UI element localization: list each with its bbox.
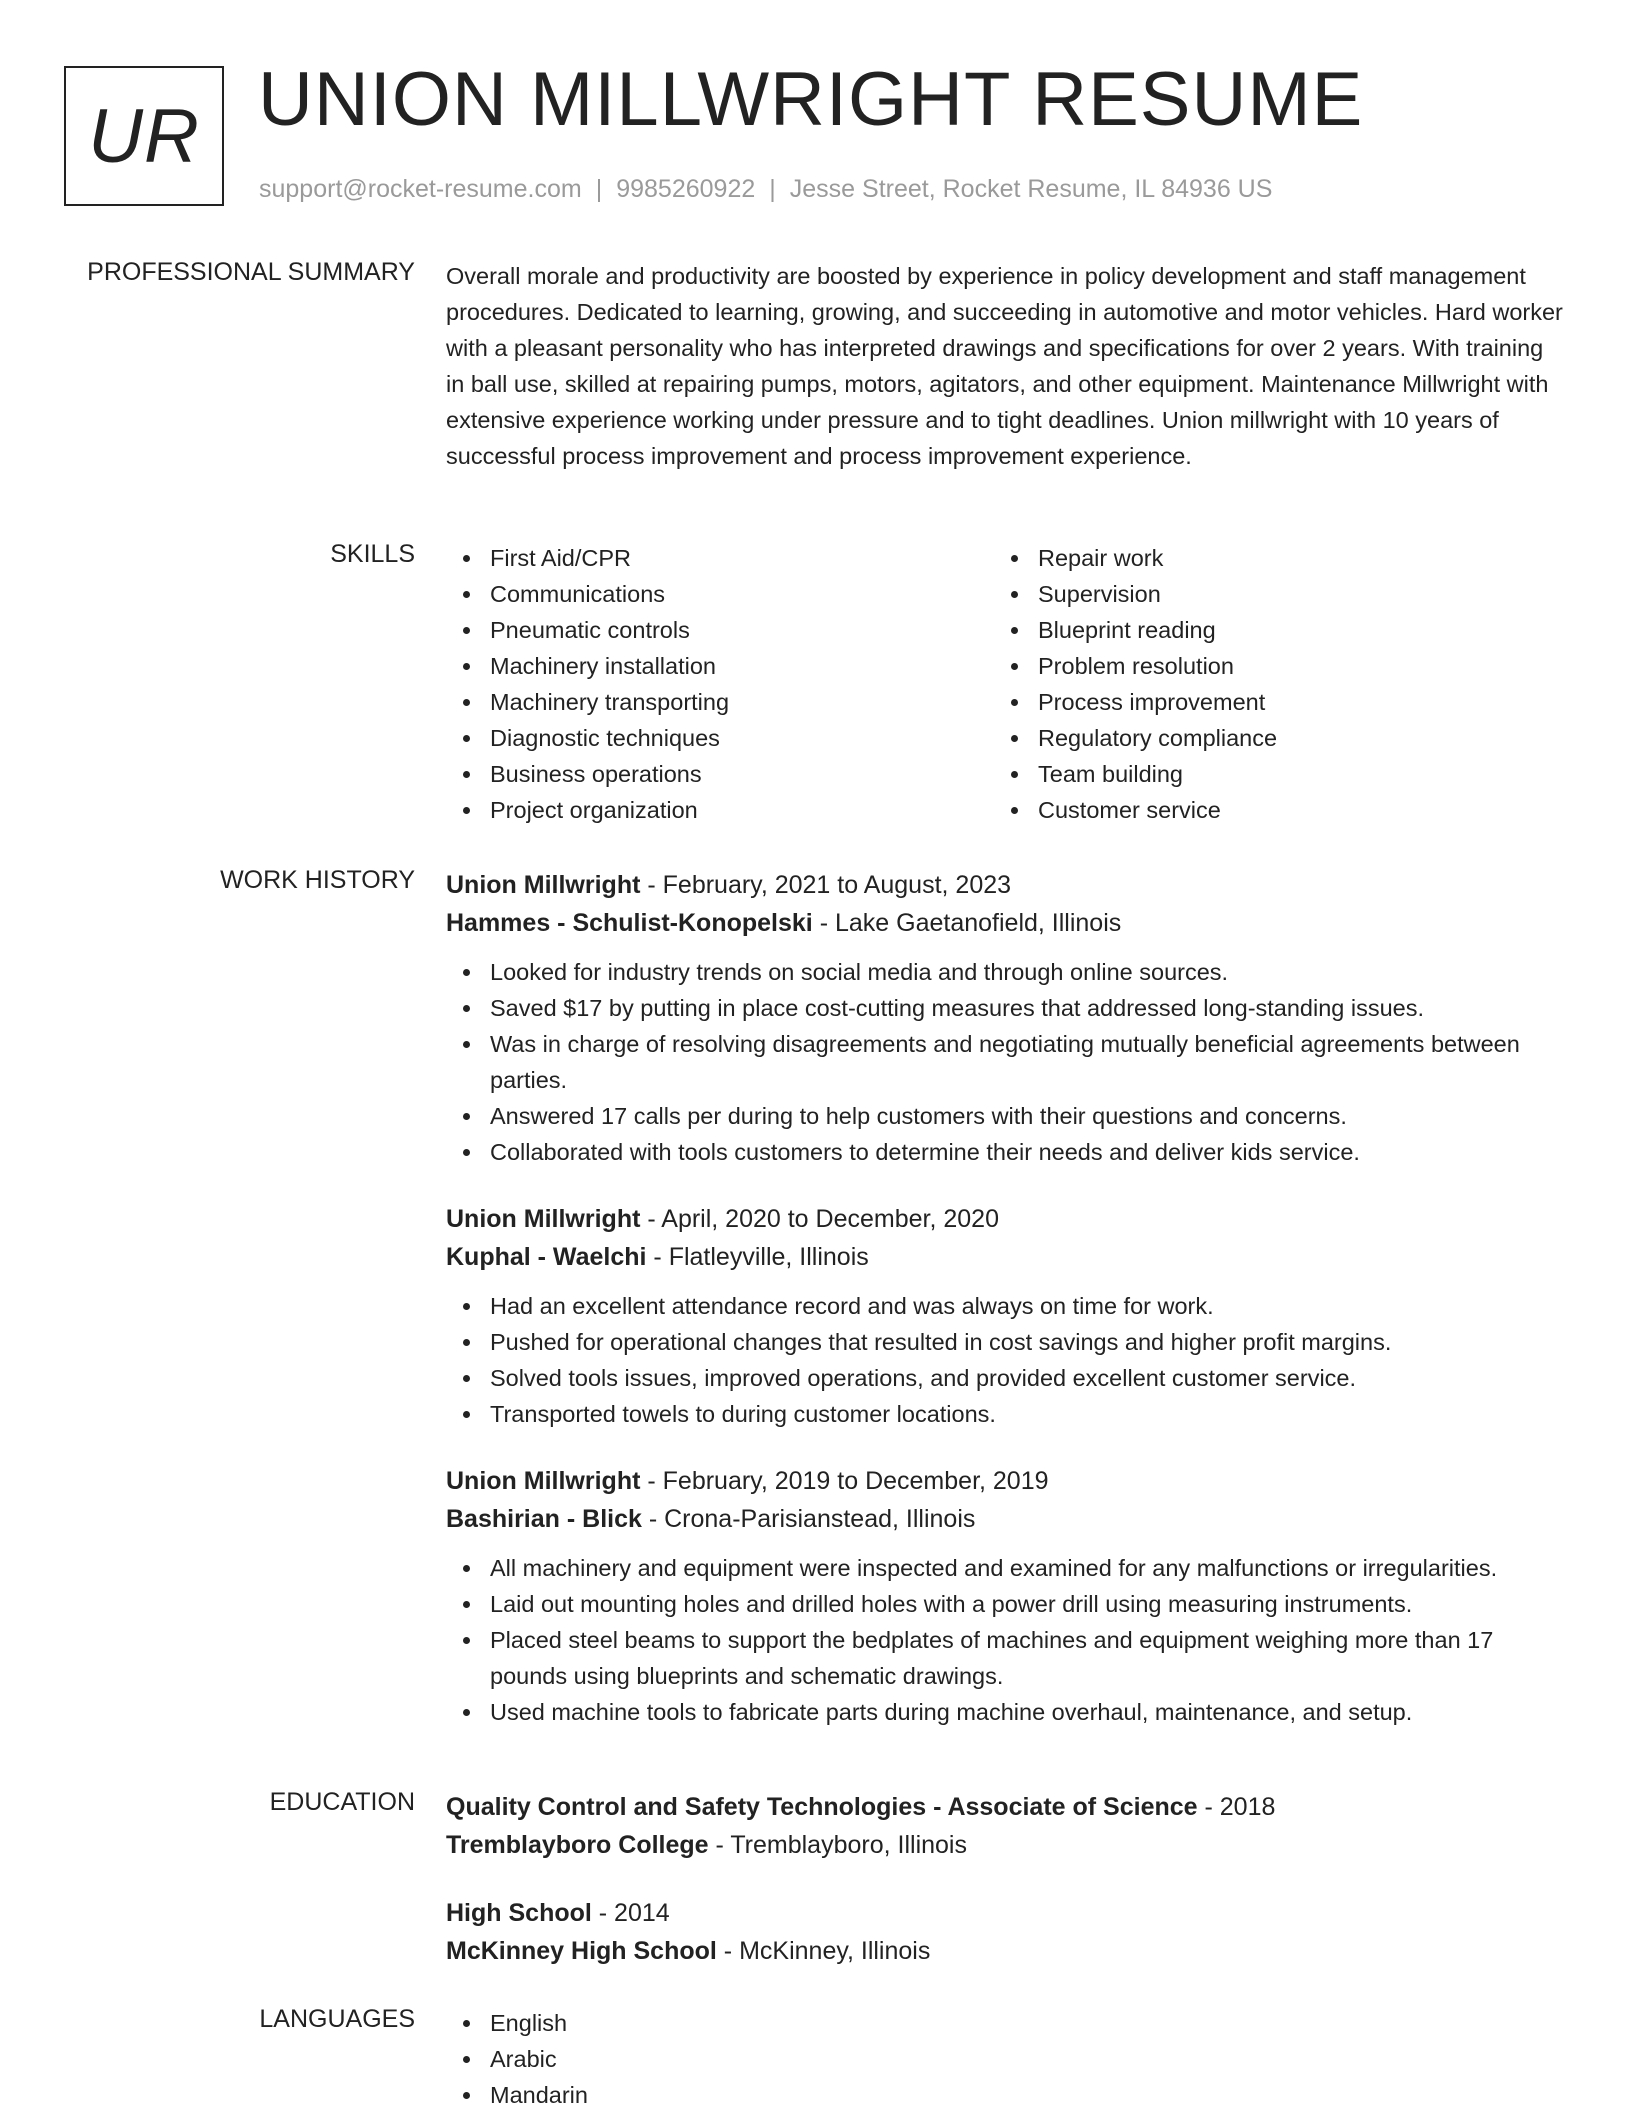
job-title-line: Union Millwright - April, 2020 to December, 2020 xyxy=(446,1205,999,1233)
education-degree-line: Quality Control and Safety Technologies - Associate of Science - 2018 xyxy=(446,1793,1276,1821)
education-degree: High School xyxy=(446,1899,592,1927)
education-degree-line: High School - 2014 xyxy=(446,1899,670,1927)
job-location: Lake Gaetanofield, Illinois xyxy=(834,909,1122,937)
job-company-line: Hammes - Schulist-Konopelski - Lake Gaetanofield, Illinois xyxy=(446,909,1122,937)
language-item: Arabic xyxy=(446,2041,1566,2077)
skills-list-left xyxy=(446,540,994,828)
skill-item: Business operations xyxy=(446,756,994,792)
job-location: Crona-Parisianstead, Illinois xyxy=(664,1505,976,1533)
skill-item: Communications xyxy=(446,576,994,612)
job-dates: February, 2019 to December, 2019 xyxy=(662,1467,1049,1495)
education-school: McKinney High School xyxy=(446,1937,717,1965)
job-bullets xyxy=(446,1288,1566,1432)
job-bullet: Used machine tools to fabricate parts during machine overhaul, maintenance, and setup. xyxy=(446,1694,1566,1730)
job-bullet: Placed steel beams to support the bedplates of machines and equipment weighing more than 17 pounds using blueprints and schematic drawings. xyxy=(446,1622,1566,1694)
job-bullet: Was in charge of resolving disagreements and negotiating mutually beneficial agreements between parties. xyxy=(446,1026,1566,1098)
job-location: Flatleyville, Illinois xyxy=(668,1243,869,1271)
contact-phone: 9985260922 xyxy=(616,175,756,203)
job-company: Hammes - Schulist-Konopelski xyxy=(446,909,813,937)
job-bullets xyxy=(446,1550,1566,1730)
section-label-work-history: WORK HISTORY xyxy=(220,866,415,894)
contact-line xyxy=(259,175,1272,204)
skill-item: Supervision xyxy=(994,576,1542,612)
skill-item: Problem resolution xyxy=(994,648,1542,684)
skill-item: Customer service xyxy=(994,792,1542,828)
section-label-languages: LANGUAGES xyxy=(259,2005,415,2033)
job-bullet: Pushed for operational changes that resulted in cost savings and higher profit margins. xyxy=(446,1324,1566,1360)
education-degree: Quality Control and Safety Technologies - Associate of Science xyxy=(446,1793,1198,1821)
job-company: Kuphal - Waelchi xyxy=(446,1243,647,1271)
job-title: Union Millwright xyxy=(446,871,641,899)
skill-item: Team building xyxy=(994,756,1542,792)
language-item: English xyxy=(446,2005,1566,2041)
job-bullet: Looked for industry trends on social media and through online sources. xyxy=(446,954,1566,990)
education-body xyxy=(446,1788,1566,2000)
languages-list xyxy=(446,2005,1566,2113)
language-item: Mandarin xyxy=(446,2077,1566,2113)
education-school: Tremblayboro College xyxy=(446,1831,709,1859)
job-entry xyxy=(446,1462,1566,1730)
job-bullet: Solved tools issues, improved operations, and provided excellent customer service. xyxy=(446,1360,1566,1396)
job-dates: February, 2021 to August, 2023 xyxy=(662,871,1012,899)
job-bullet: Had an excellent attendance record and was always on time for work. xyxy=(446,1288,1566,1324)
skill-item: Project organization xyxy=(446,792,994,828)
languages-body xyxy=(446,2005,1566,2113)
skill-item: Machinery transporting xyxy=(446,684,994,720)
monogram-badge: UR xyxy=(64,66,224,206)
job-title: Union Millwright xyxy=(446,1205,641,1233)
job-entry xyxy=(446,866,1566,1170)
section-label-summary: PROFESSIONAL SUMMARY xyxy=(87,258,415,286)
job-bullet: Collaborated with tools customers to determine their needs and deliver kids service. xyxy=(446,1134,1566,1170)
job-bullet: Laid out mounting holes and drilled holes with a power drill using measuring instruments. xyxy=(446,1586,1566,1622)
education-location: McKinney, Illinois xyxy=(739,1937,931,1965)
job-bullet: Transported towels to during customer locations. xyxy=(446,1396,1566,1432)
contact-separator: | xyxy=(595,175,603,203)
skill-item: Diagnostic techniques xyxy=(446,720,994,756)
job-bullet: All machinery and equipment were inspected and examined for any malfunctions or irregularities. xyxy=(446,1550,1566,1586)
contact-separator: | xyxy=(769,175,776,203)
job-title-line: Union Millwright - February, 2019 to December, 2019 xyxy=(446,1467,1049,1495)
job-entry xyxy=(446,1200,1566,1432)
section-label-skills: SKILLS xyxy=(330,540,415,568)
job-dates: April, 2020 to December, 2020 xyxy=(661,1205,999,1233)
job-title: Union Millwright xyxy=(446,1467,641,1495)
job-title-line: Union Millwright - February, 2021 to August, 2023 xyxy=(446,871,1012,899)
job-company-line: Kuphal - Waelchi - Flatleyville, Illinois xyxy=(446,1243,869,1271)
skill-item: First Aid/CPR xyxy=(446,540,994,576)
skill-item: Process improvement xyxy=(994,684,1542,720)
job-bullet: Answered 17 calls per during to help customers with their questions and concerns. xyxy=(446,1098,1566,1134)
skill-item: Regulatory compliance xyxy=(994,720,1542,756)
job-company-line: Bashirian - Blick - Crona-Parisianstead, Illinois xyxy=(446,1505,976,1533)
job-bullet: Saved $17 by putting in place cost-cutting measures that addressed long-standing issues. xyxy=(446,990,1566,1026)
skills-list-right xyxy=(994,540,1542,828)
skill-item: Blueprint reading xyxy=(994,612,1542,648)
education-entry xyxy=(446,1894,1566,1970)
skills-body xyxy=(446,540,1566,828)
section-label-education: EDUCATION xyxy=(269,1788,415,1816)
summary-text: Overall morale and productivity are boosted by experience in policy development and staff management procedures. Dedicated to learning, growing, and succeeding in automotive and motor vehicles. Hard worker with a pleasant personality who has interpreted drawings and specifications for over 2 years. With training in ball use, skilled at repairing pumps, motors, agitators, and other equipment. Maintenance Millwright with extensive experience working under pressure and to tight deadlines. Union millwright with 10 years of successful process improvement and process improvement experience. xyxy=(446,263,1563,469)
education-year: 2014 xyxy=(614,1899,670,1927)
contact-email: support@rocket-resume.com xyxy=(259,175,582,203)
education-location: Tremblayboro, Illinois xyxy=(730,1831,967,1859)
page-title: UNION MILLWRIGHT RESUME xyxy=(258,57,1364,142)
job-bullets xyxy=(446,954,1566,1170)
summary-body xyxy=(446,258,1566,474)
education-school-line: McKinney High School - McKinney, Illinois xyxy=(446,1937,931,1965)
work-history-body xyxy=(446,866,1566,1760)
education-entry xyxy=(446,1788,1566,1864)
education-year: 2018 xyxy=(1219,1793,1276,1821)
skill-item: Pneumatic controls xyxy=(446,612,994,648)
contact-address: Jesse Street, Rocket Resume, IL 84936 US xyxy=(789,175,1273,203)
skill-item: Machinery installation xyxy=(446,648,994,684)
education-school-line: Tremblayboro College - Tremblayboro, Illinois xyxy=(446,1831,967,1859)
skill-item: Repair work xyxy=(994,540,1542,576)
job-company: Bashirian - Blick xyxy=(446,1505,642,1533)
